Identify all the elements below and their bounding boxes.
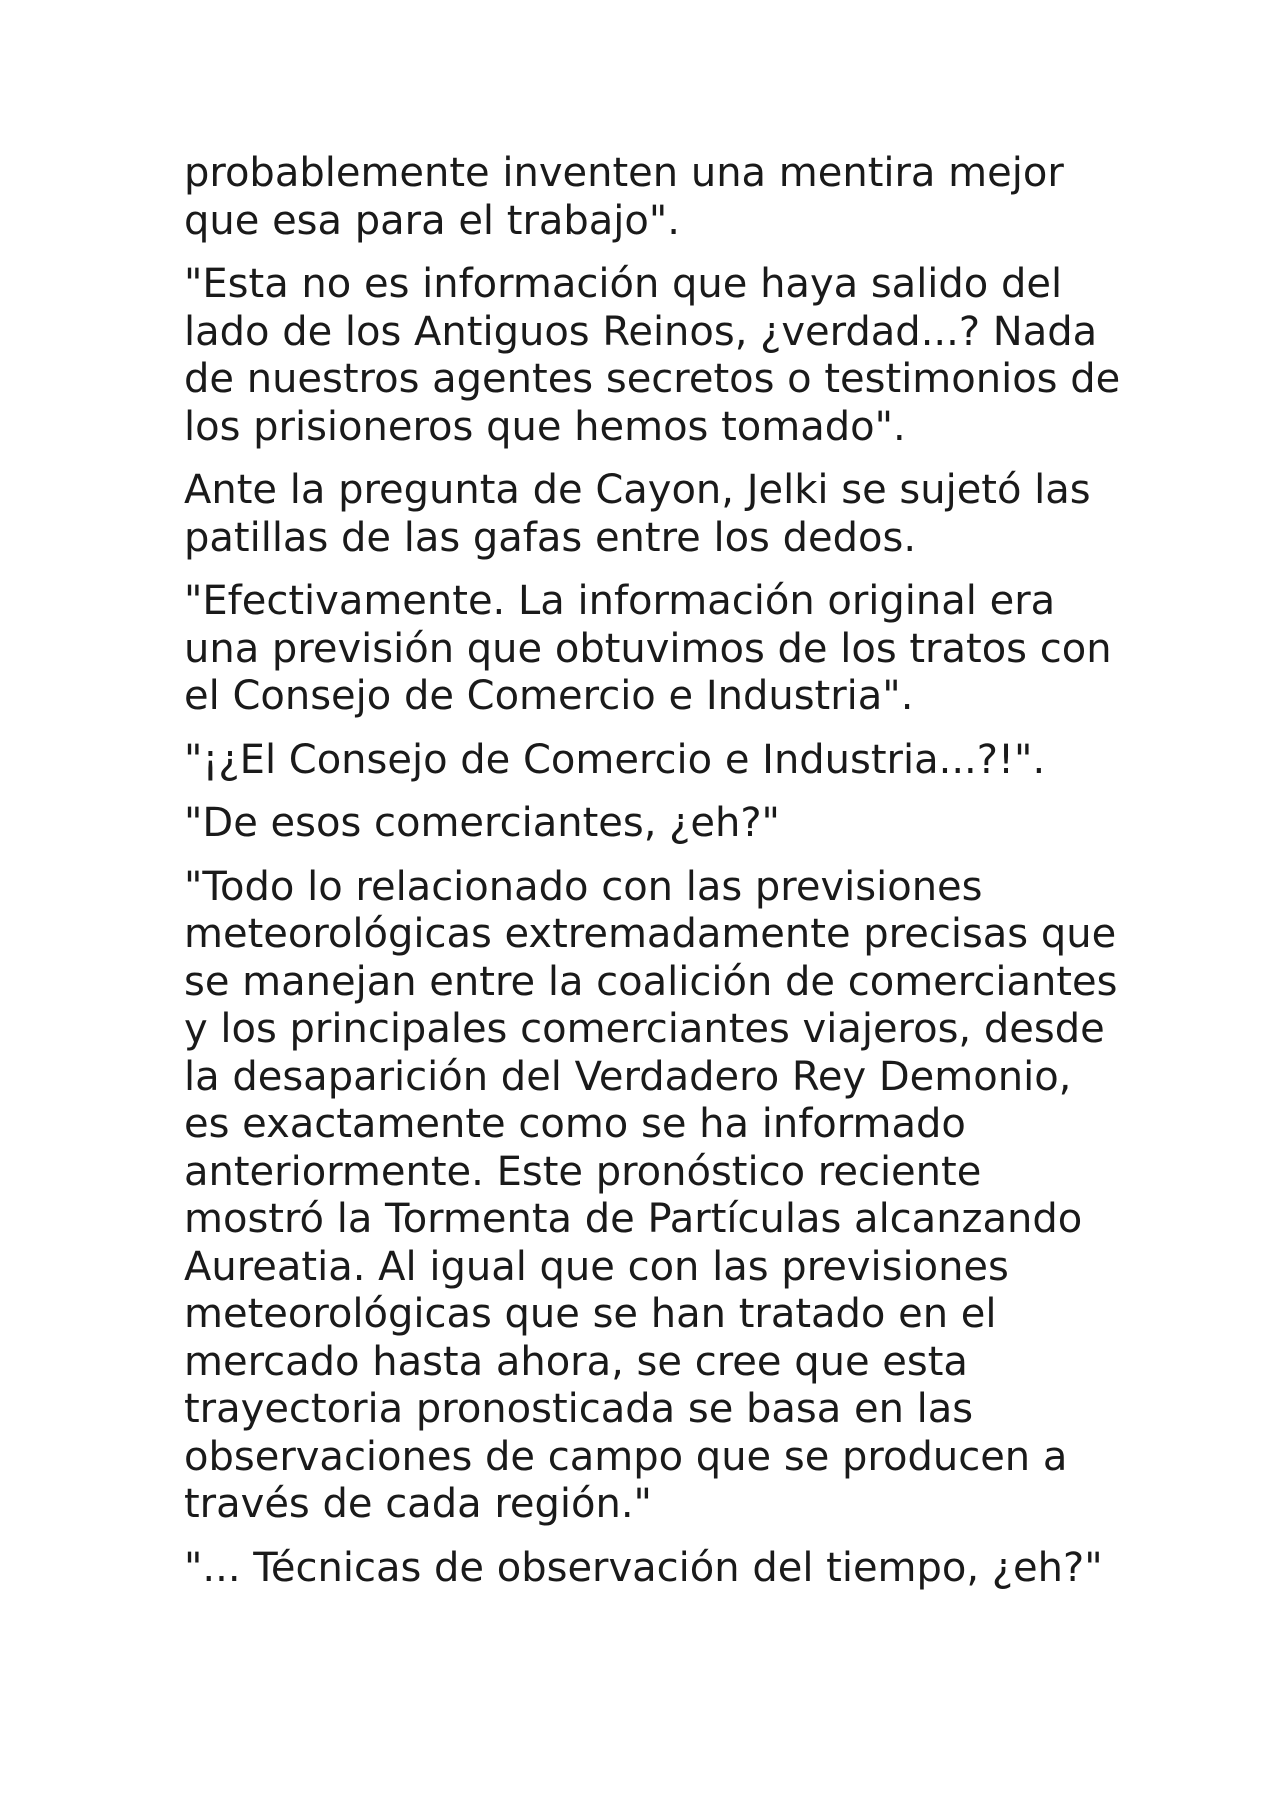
text-line: que esa para el trabajo". bbox=[184, 197, 680, 244]
text-line: mostró la Tormenta de Partículas alcanzando bbox=[184, 1196, 1083, 1242]
text-line: "¡¿El Consejo de Comercio e Industria...?!". bbox=[184, 736, 1046, 783]
text-line: y los principales comerciantes viajeros, desde bbox=[184, 1006, 1105, 1052]
document-page bbox=[184, 150, 1121, 1608]
paragraph bbox=[184, 150, 1104, 245]
text-line: observaciones de campo que se producen a bbox=[184, 1433, 1068, 1480]
text-line: "Efectivamente. La información original era bbox=[184, 578, 1056, 624]
text-line: los prisioneros que hemos tomado". bbox=[184, 403, 906, 450]
text-line: es exactamente como se ha informado bbox=[184, 1101, 966, 1147]
text-line: "De esos comerciantes, ¿eh?" bbox=[184, 800, 780, 846]
text-line: meteorológicas que se han tratado en el bbox=[184, 1291, 997, 1337]
paragraph bbox=[184, 863, 1118, 1529]
text-line: anteriormente. Este pronóstico reciente bbox=[184, 1148, 982, 1195]
paragraph bbox=[184, 800, 1104, 848]
text-line: "... Técnicas de observación del tiempo, ¿eh?" bbox=[184, 1544, 1103, 1591]
paragraph bbox=[184, 737, 1104, 785]
text-line: se manejan entre la coalición de comerciantes bbox=[184, 958, 1118, 1005]
text-line: una previsión que obtuvimos de los tratos con bbox=[184, 625, 1112, 672]
text-line: través de cada región." bbox=[184, 1481, 652, 1527]
paragraph bbox=[184, 261, 1121, 451]
text-line: de nuestros agentes secretos o testimonios de bbox=[184, 356, 1121, 402]
text-line: "Esta no es información que haya salido del bbox=[184, 261, 1063, 307]
text-line: el Consejo de Comercio e Industria". bbox=[184, 673, 914, 719]
text-line: mercado hasta ahora, se cree que esta bbox=[184, 1338, 968, 1385]
text-line: Aureatia. Al igual que con las previsiones bbox=[184, 1243, 1009, 1290]
text-line: trayectoria pronosticada se basa en las bbox=[184, 1386, 974, 1432]
text-line: lado de los Antiguos Reinos, ¿verdad...? Nada bbox=[184, 308, 1098, 355]
paragraph bbox=[184, 1545, 1104, 1593]
text-line: Ante la pregunta de Cayon, Jelki se sujetó las bbox=[184, 467, 1091, 513]
text-line: patillas de las gafas entre los dedos. bbox=[184, 514, 917, 561]
text-line: probablemente inventen una mentira mejor bbox=[184, 150, 1064, 196]
text-line: meteorológicas extremadamente precisas que bbox=[184, 911, 1117, 957]
paragraph bbox=[184, 578, 1112, 721]
text-line: la desaparición del Verdadero Rey Demonio, bbox=[184, 1053, 1072, 1100]
paragraph bbox=[184, 467, 1104, 562]
text-line: "Todo lo relacionado con las previsiones bbox=[184, 863, 983, 910]
